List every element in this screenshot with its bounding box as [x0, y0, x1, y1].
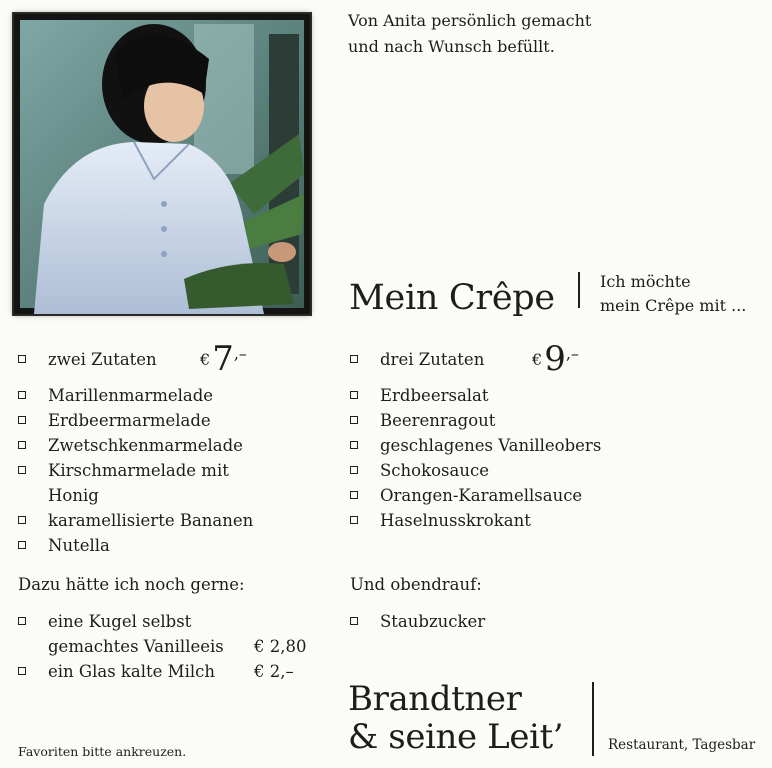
item-label: Beerenragout: [380, 411, 496, 430]
item-label: karamellisierte Bananen: [48, 511, 254, 530]
subtitle: [600, 270, 746, 318]
list-item[interactable]: [16, 433, 336, 458]
item-label: Marillenmarmelade: [48, 386, 214, 405]
extra-price: € 2,–: [254, 662, 294, 681]
extra-item[interactable]: [16, 609, 336, 659]
extra-price: € 2,80: [254, 637, 307, 656]
item-label: Schokosauce: [380, 461, 489, 480]
extra-label: Staubzucker: [380, 612, 486, 631]
extra-label: eine Kugel selbst: [48, 612, 192, 631]
list-item[interactable]: [348, 433, 648, 458]
left-column: [16, 337, 336, 684]
list-item[interactable]: [16, 408, 336, 433]
list-item[interactable]: [348, 408, 648, 433]
item-label: geschlagenes Vanilleobers: [380, 436, 602, 455]
checkbox[interactable]: [350, 416, 358, 424]
chef-photo: [14, 14, 310, 314]
checkbox[interactable]: [18, 355, 26, 363]
list-item[interactable]: [16, 508, 336, 533]
checkbox[interactable]: [18, 441, 26, 449]
brand-name: [348, 680, 563, 756]
checkbox[interactable]: [18, 516, 26, 524]
item-label: Orangen-Karamellsauce: [380, 486, 583, 505]
checkbox[interactable]: [350, 441, 358, 449]
extra-label-continuation: gemachtes Vanilleeis: [48, 637, 224, 656]
item-label: Erdbeersalat: [380, 386, 489, 405]
brand-line-1: Brandtner: [348, 679, 522, 719]
list-item[interactable]: [348, 383, 648, 408]
subtitle-line-2: mein Crêpe mit ...: [600, 296, 747, 315]
price-suffix: ,–: [233, 343, 247, 363]
currency: €: [532, 349, 543, 369]
price-suffix: ,–: [565, 343, 579, 363]
subtitle-line-1: Ich möchte: [600, 272, 691, 291]
list-item[interactable]: [16, 383, 336, 408]
list-item[interactable]: [16, 458, 336, 508]
extra-item[interactable]: [348, 609, 648, 634]
list-item[interactable]: [348, 483, 648, 508]
checkbox[interactable]: [18, 617, 26, 625]
list-item[interactable]: [348, 508, 648, 533]
checkbox[interactable]: [18, 416, 26, 424]
checkbox[interactable]: [350, 391, 358, 399]
item-label-continuation: Honig: [48, 486, 99, 505]
checkbox[interactable]: [18, 541, 26, 549]
list-item[interactable]: [16, 533, 336, 558]
intro-text: [348, 8, 591, 60]
option-three-ingredients[interactable]: [348, 337, 648, 381]
brand-line-2: & seine Leit’: [348, 717, 564, 757]
item-label: Haselnusskrokant: [380, 511, 531, 530]
footer-note: Favoriten bitte ankreuzen.: [18, 744, 187, 759]
price-big: 7: [212, 339, 234, 379]
checkbox[interactable]: [350, 617, 358, 625]
checkbox[interactable]: [18, 667, 26, 675]
extra-label: ein Glas kalte Milch: [48, 662, 215, 681]
brand-divider: [592, 682, 594, 756]
right-column: [348, 337, 648, 634]
item-label: Erdbeermarmelade: [48, 411, 211, 430]
extras-heading: Dazu hätte ich noch gerne:: [18, 575, 245, 594]
title-block: [349, 268, 769, 328]
price-big: 9: [544, 339, 566, 379]
checkbox[interactable]: [350, 491, 358, 499]
checkbox[interactable]: [350, 516, 358, 524]
brand-tagline: Restaurant, Tagesbar: [608, 737, 756, 753]
option-two-ingredients[interactable]: [16, 337, 336, 381]
item-label: Zwetschkenmarmelade: [48, 436, 243, 455]
list-item[interactable]: [348, 458, 648, 483]
extra-item[interactable]: [16, 659, 336, 684]
item-label: Nutella: [48, 536, 110, 555]
title-divider: [578, 272, 580, 308]
page-title: Mein Crêpe: [349, 278, 555, 318]
checkbox[interactable]: [18, 391, 26, 399]
price-label: zwei Zutaten: [48, 349, 157, 369]
intro-line-2: und nach Wunsch befüllt.: [348, 37, 555, 56]
currency: €: [200, 349, 211, 369]
checkbox[interactable]: [350, 466, 358, 474]
intro-line-1: Von Anita persönlich gemacht: [348, 11, 592, 30]
checkbox[interactable]: [18, 466, 26, 474]
item-label: Kirschmarmelade mit: [48, 461, 229, 480]
checkbox[interactable]: [350, 355, 358, 363]
extras-heading: Und obendrauf:: [350, 575, 482, 594]
price-label: drei Zutaten: [380, 349, 485, 369]
